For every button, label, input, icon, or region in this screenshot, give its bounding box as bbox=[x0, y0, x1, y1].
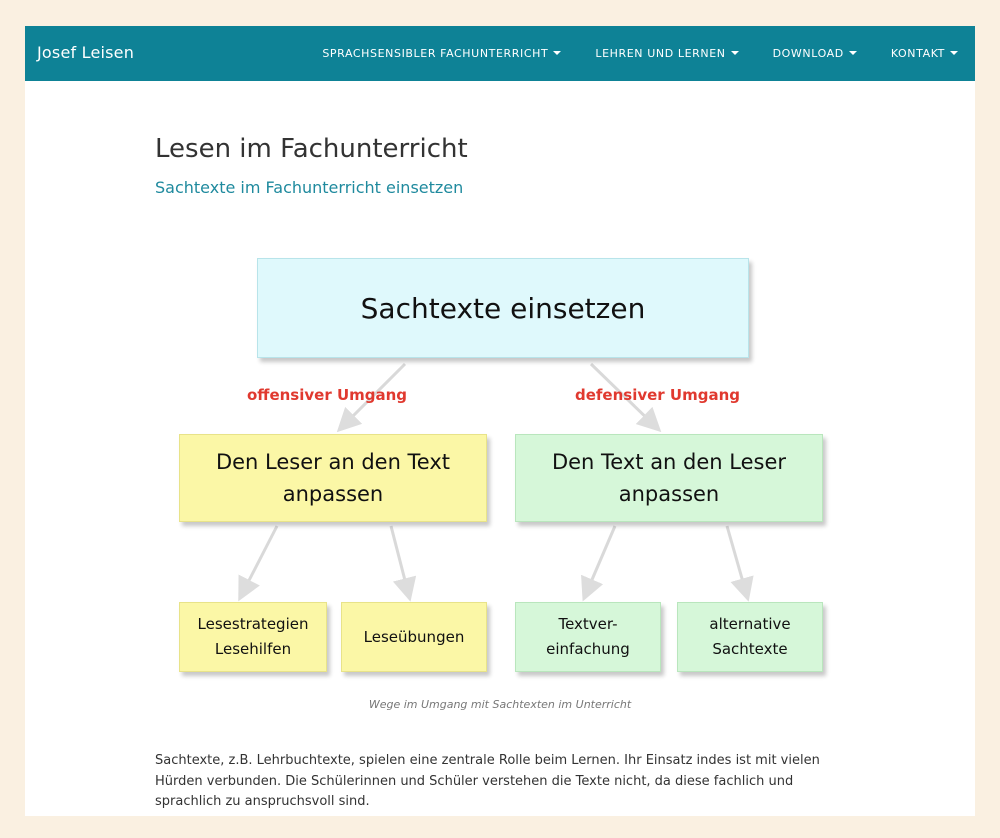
diagram-root-box bbox=[257, 258, 749, 358]
nav-label: DOWNLOAD bbox=[772, 47, 844, 60]
leaf-line: Textver- bbox=[558, 615, 618, 633]
concept-diagram bbox=[173, 254, 829, 694]
leaf-line: Lesehilfen bbox=[214, 640, 292, 658]
diagram-leaf-textvereinfachung bbox=[515, 602, 661, 672]
top-navbar bbox=[25, 26, 975, 81]
article-body: Sachtexte, z.B. Lehrbuchtexte, spielen eine zentrale Rolle beim Lernen. Ihr Einsatz indes ist mit vielen Hürden verbunden. Die Schülerinnen und Schüler verstehen die Texte nicht, da diese fachlich und sprachlich zu anspruchsvoll sind. bbox=[155, 753, 820, 809]
main-menu bbox=[305, 26, 975, 81]
nav-download[interactable] bbox=[756, 26, 874, 81]
edge-label-defensive: defensiver Umgang bbox=[575, 386, 741, 404]
nav-label: LEHREN UND LERNEN bbox=[595, 47, 726, 60]
caret-down-icon bbox=[950, 51, 958, 55]
node-line: anpassen bbox=[282, 482, 384, 506]
arrow-left-leaf2 bbox=[391, 526, 409, 596]
leaf-line: alternative bbox=[709, 615, 791, 633]
caret-down-icon bbox=[849, 51, 857, 55]
diagram-node-text-to-reader bbox=[515, 434, 823, 522]
diagram-root-label: Sachtexte einsetzen bbox=[360, 291, 646, 325]
diagram-caption: Wege im Umgang mit Sachtexten im Unterricht bbox=[368, 698, 632, 711]
nav-sprachsensibler-fachunterricht[interactable] bbox=[305, 26, 578, 81]
diagram-leaf-lesestrategien bbox=[179, 602, 327, 672]
nav-kontakt[interactable] bbox=[874, 26, 975, 81]
nav-label: KONTAKT bbox=[890, 47, 945, 60]
nav-lehren-und-lernen[interactable] bbox=[578, 26, 755, 81]
node-line: Den Leser an den Text bbox=[215, 450, 451, 474]
page-title: Lesen im Fachunterricht bbox=[155, 134, 468, 164]
diagram-node-reader-to-text bbox=[179, 434, 487, 522]
caret-down-icon bbox=[731, 51, 739, 55]
leaf-line: Lesestrategien bbox=[197, 615, 309, 633]
diagram-leaf-leseuebungen bbox=[341, 602, 487, 672]
nav-label: SPRACHSENSIBLER FACHUNTERRICHT bbox=[322, 47, 549, 60]
page-container bbox=[25, 26, 975, 816]
site-brand[interactable]: Josef Leisen bbox=[37, 43, 135, 62]
node-line: Den Text an den Leser bbox=[551, 450, 787, 474]
page-subtitle: Sachtexte im Fachunterricht einsetzen bbox=[155, 178, 464, 197]
arrow-right-leaf2 bbox=[727, 526, 747, 596]
node-line: anpassen bbox=[618, 482, 720, 506]
arrow-left-leaf1 bbox=[241, 526, 277, 596]
edge-label-offensive: offensiver Umgang bbox=[247, 386, 408, 404]
arrow-right-leaf1 bbox=[585, 526, 615, 596]
leaf-line: einfachung bbox=[546, 640, 630, 658]
leaf-line: Leseübungen bbox=[363, 627, 465, 646]
leaf-line: Sachtexte bbox=[712, 640, 788, 658]
caret-down-icon bbox=[553, 51, 561, 55]
diagram-leaf-alternative-sachtexte bbox=[677, 602, 823, 672]
